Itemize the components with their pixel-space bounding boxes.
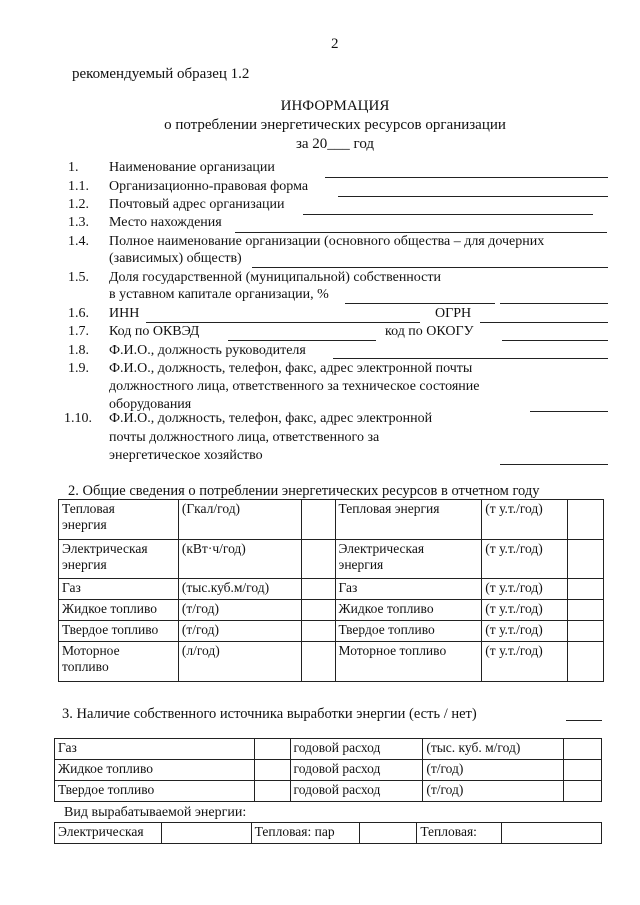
answer-line[interactable]: [338, 196, 608, 197]
consumption-label: годовой расход: [290, 739, 423, 760]
item-number: 1.5.: [68, 270, 89, 285]
resource-name: Жидкое топливо: [59, 600, 179, 621]
resource-name: Электрическая энергия: [59, 540, 179, 579]
unit-label: (т у.т./год): [482, 621, 568, 642]
unit-label: (т у.т./год): [482, 540, 568, 579]
value-cell[interactable]: [568, 500, 604, 540]
item-number: 1.2.: [68, 197, 89, 212]
item-label: ИНН: [109, 306, 140, 321]
unit-label: (т/год): [178, 600, 301, 621]
value-cell[interactable]: [301, 579, 335, 600]
own-source-table: [54, 738, 602, 802]
fuel-name: Газ: [55, 739, 255, 760]
value-cell[interactable]: [161, 823, 251, 844]
item-number: 1.1.: [68, 179, 89, 194]
answer-line[interactable]: [252, 267, 608, 268]
unit-label: (т у.т./год): [482, 642, 568, 682]
item-label-cont: энергетическое хозяйство: [109, 448, 263, 463]
answer-line[interactable]: [500, 303, 608, 304]
resource-name: Газ: [59, 579, 179, 600]
consumption-table: [58, 499, 604, 682]
sample-label: рекомендуемый образец 1.2: [72, 66, 250, 82]
value-cell[interactable]: [568, 579, 604, 600]
unit-label: (т у.т./год): [482, 500, 568, 540]
item-number: 1.: [68, 160, 79, 175]
unit-label: (т у.т./год): [482, 600, 568, 621]
document-title: ИНФОРМАЦИЯ: [280, 98, 390, 114]
item-label: Организационно-правовая форма: [109, 179, 309, 194]
energy-type-heat: Тепловая:: [417, 823, 502, 844]
item-label-cont: в уставном капитале организации, %: [109, 287, 329, 302]
okogu-label: код по ОКОГУ: [385, 324, 474, 339]
resource-name: Твердое топливо: [59, 621, 179, 642]
energy-type-electric: Электрическая: [55, 823, 162, 844]
item-number: 1.8.: [68, 343, 89, 358]
document-subtitle: о потреблении энергетических ресурсов организации: [164, 117, 506, 133]
answer-line[interactable]: [345, 303, 495, 304]
item-label: Доля государственной (муниципальной) собственности: [109, 270, 441, 285]
own-source-answer-line[interactable]: [566, 720, 602, 721]
value-cell[interactable]: [502, 823, 602, 844]
resource-name: Моторное топливо: [335, 642, 482, 682]
item-label: Ф.И.О., должность руководителя: [109, 343, 306, 358]
energy-type-table: [54, 822, 602, 844]
item-label: Почтовый адрес организации: [109, 197, 285, 212]
table-row: [55, 781, 602, 802]
table-row: [59, 500, 604, 540]
item-number: 1.7.: [68, 324, 89, 339]
answer-line[interactable]: [333, 358, 608, 359]
answer-line[interactable]: [500, 464, 608, 465]
inn-line[interactable]: [146, 322, 420, 323]
okved-line[interactable]: [228, 340, 376, 341]
section2-heading: 2. Общие сведения о потреблении энергетических ресурсов в отчетном году: [68, 483, 540, 499]
table-row: [59, 579, 604, 600]
resource-name: Тепловая энергия: [59, 500, 179, 540]
item-number: 1.6.: [68, 306, 89, 321]
value-cell[interactable]: [568, 621, 604, 642]
fuel-name: Жидкое топливо: [55, 760, 255, 781]
unit-label: (т/год): [423, 781, 564, 802]
item-number: 1.10.: [64, 411, 92, 426]
item-label: Ф.И.О., должность, телефон, факс, адрес электронной: [109, 411, 433, 426]
item-label-cont: почты должностного лица, ответственного за: [109, 430, 380, 445]
resource-name: Газ: [335, 579, 482, 600]
value-cell[interactable]: [301, 600, 335, 621]
item-number: 1.4.: [68, 234, 89, 249]
value-cell[interactable]: [301, 500, 335, 540]
value-cell[interactable]: [359, 823, 417, 844]
item-label-cont: оборудования: [109, 397, 192, 412]
item-label-cont: должностного лица, ответственного за техническое состояние: [109, 379, 480, 394]
table-row: [59, 642, 604, 682]
item-label: Наименование организации: [109, 160, 275, 175]
item-label: Ф.И.О., должность, телефон, факс, адрес электронной почты: [109, 361, 473, 376]
fuel-name: Твердое топливо: [55, 781, 255, 802]
value-cell[interactable]: [568, 540, 604, 579]
okogu-line[interactable]: [502, 340, 608, 341]
table-row: [59, 621, 604, 642]
table-row: [55, 823, 602, 844]
resource-name: Электрическая энергия: [335, 540, 482, 579]
item-number: 1.3.: [68, 215, 89, 230]
item-number: 1.9.: [68, 361, 89, 376]
value-cell[interactable]: [301, 642, 335, 682]
unit-label: (т/год): [423, 760, 564, 781]
value-cell[interactable]: [564, 760, 602, 781]
answer-line[interactable]: [235, 232, 607, 233]
ogrn-line[interactable]: [480, 322, 608, 323]
section3-heading: 3. Наличие собственного источника выработки энергии (есть / нет): [62, 706, 477, 722]
energy-type-steam: Тепловая: пар: [251, 823, 359, 844]
value-cell[interactable]: [254, 760, 290, 781]
value-cell[interactable]: [568, 642, 604, 682]
value-cell[interactable]: [254, 781, 290, 802]
item-label: Код по ОКВЭД: [109, 324, 200, 339]
table-row: [59, 600, 604, 621]
value-cell[interactable]: [301, 540, 335, 579]
consumption-label: годовой расход: [290, 760, 423, 781]
unit-label: (кВт·ч/год): [178, 540, 301, 579]
unit-label: (л/год): [178, 642, 301, 682]
unit-label: (тыс. куб. м/год): [423, 739, 564, 760]
answer-line[interactable]: [303, 214, 593, 215]
resource-name: Жидкое топливо: [335, 600, 482, 621]
value-cell[interactable]: [564, 781, 602, 802]
year-line: за 20___ год: [295, 136, 375, 152]
value-cell[interactable]: [568, 600, 604, 621]
item-label: Место нахождения: [109, 215, 222, 230]
unit-label: (т/год): [178, 621, 301, 642]
value-cell[interactable]: [254, 739, 290, 760]
page-number: 2: [331, 36, 339, 52]
table-row: [55, 739, 602, 760]
table-row: [59, 540, 604, 579]
item-label: Полное наименование организации (основного общества – для дочерних: [109, 234, 545, 249]
item-label-cont: (зависимых) обществ): [109, 251, 242, 266]
resource-name: Моторное топливо: [59, 642, 179, 682]
value-cell[interactable]: [301, 621, 335, 642]
resource-name: Твердое топливо: [335, 621, 482, 642]
answer-line[interactable]: [325, 177, 608, 178]
energy-type-label: Вид вырабатываемой энергии:: [64, 805, 247, 820]
unit-label: (т у.т./год): [482, 579, 568, 600]
table-row: [55, 760, 602, 781]
resource-name: Тепловая энергия: [335, 500, 482, 540]
value-cell[interactable]: [564, 739, 602, 760]
consumption-label: годовой расход: [290, 781, 423, 802]
unit-label: (Гкал/год): [178, 500, 301, 540]
unit-label: (тыс.куб.м/год): [178, 579, 301, 600]
ogrn-label: ОГРН: [435, 306, 472, 321]
answer-line[interactable]: [530, 411, 608, 412]
